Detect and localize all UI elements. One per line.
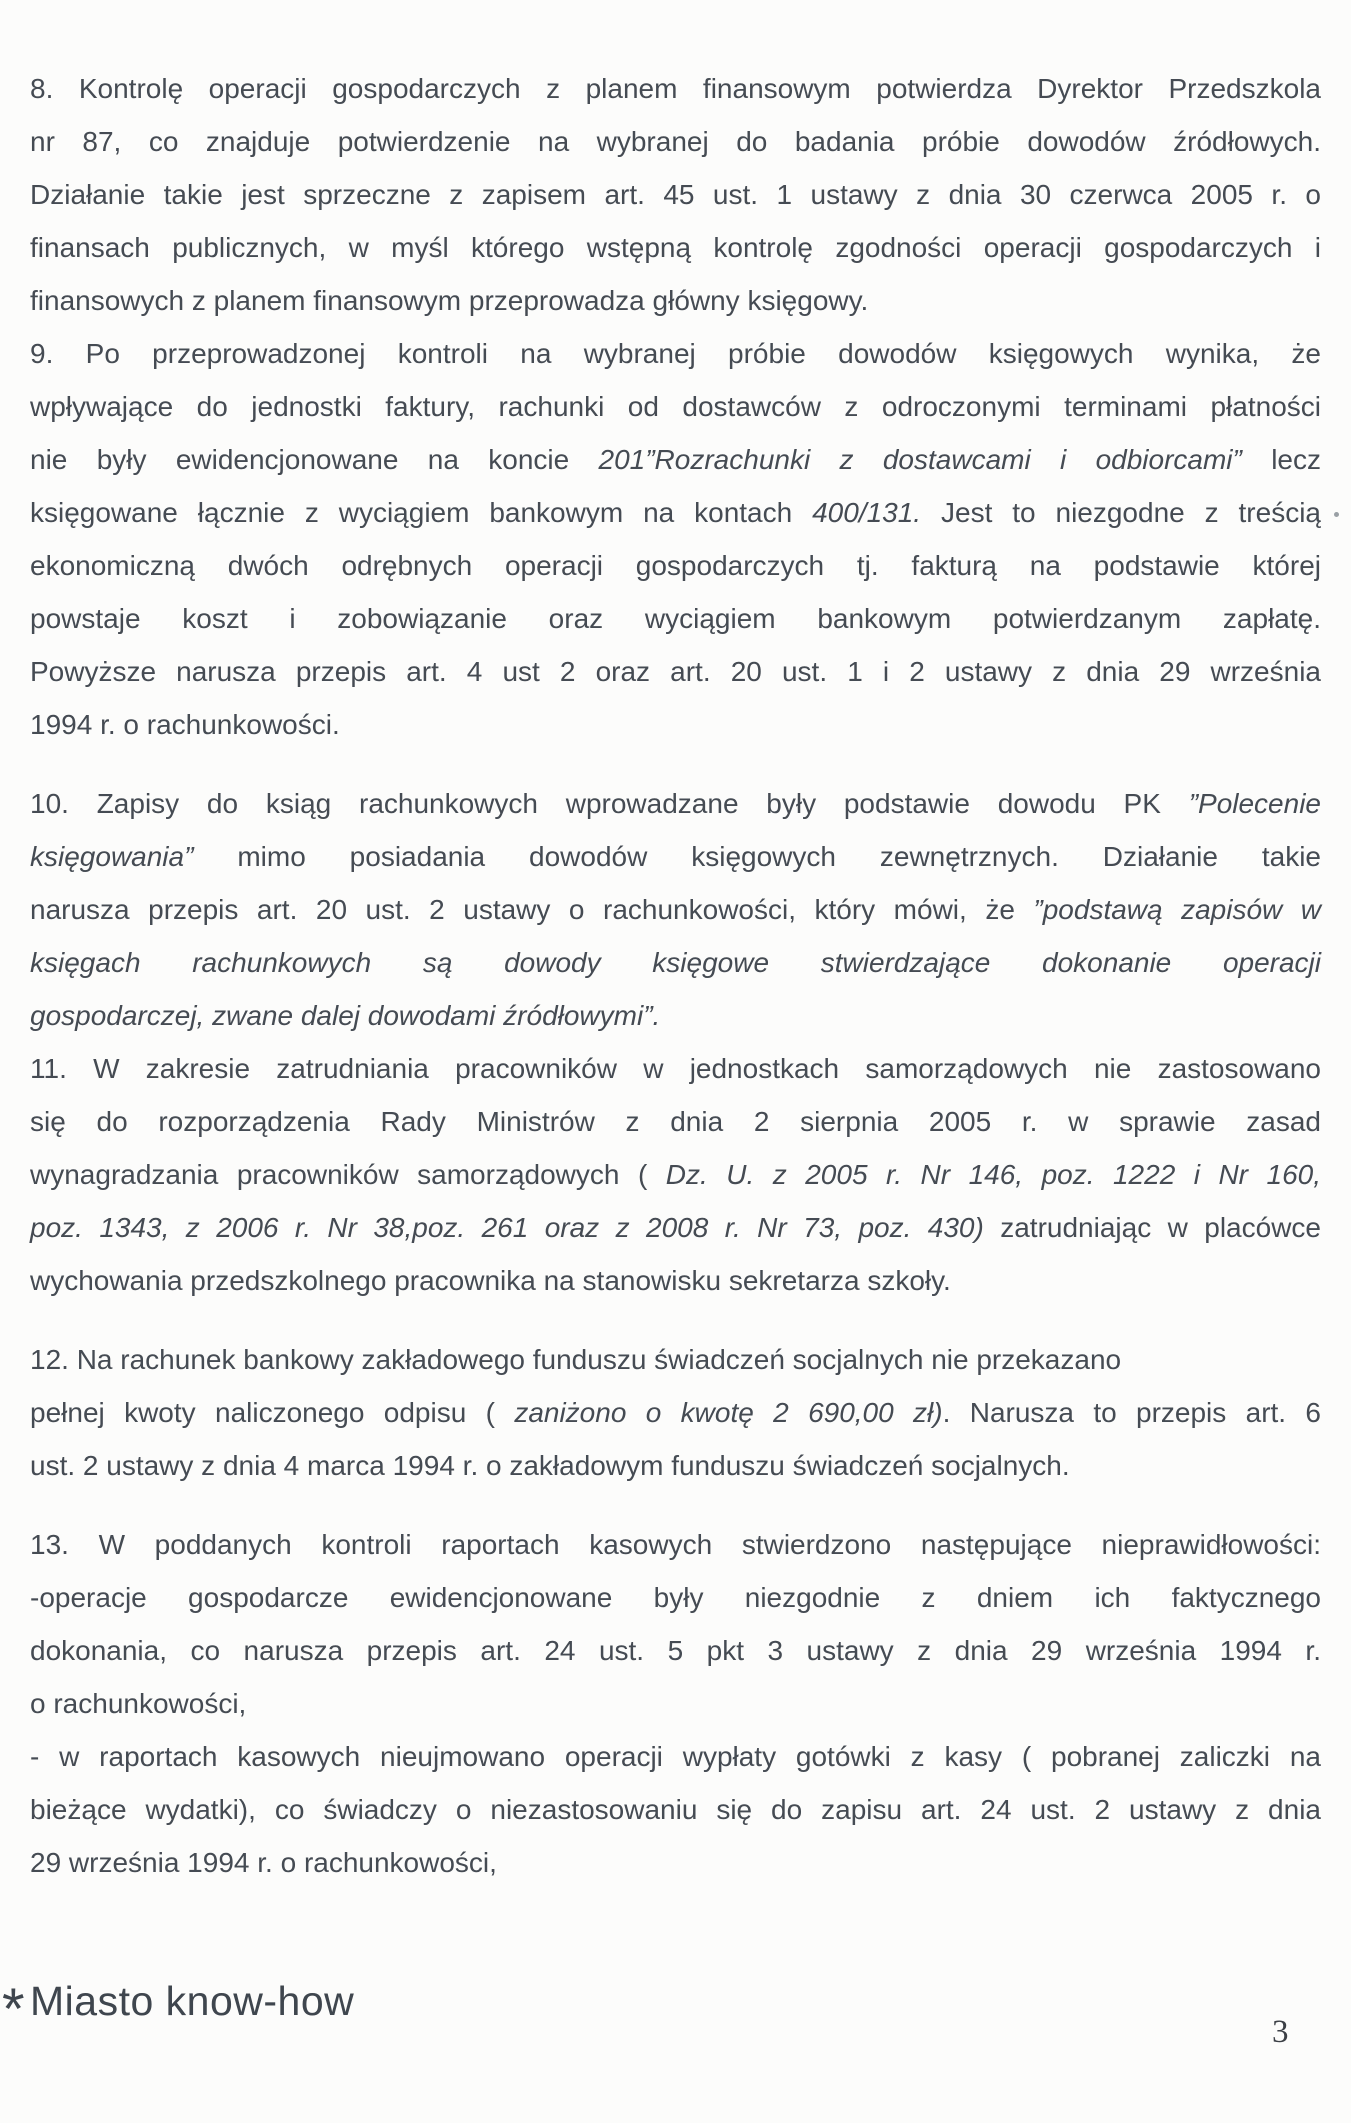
text-line [30,1571,1321,1624]
text-segment: . Narusza to przepis art. 6 [942,1397,1322,1428]
text-line [30,1254,1321,1307]
text-segment: wychowania przedszkolnego pracownika na stanowisku sekretarza szkoły. [30,1265,951,1296]
text-segment: Działanie takie jest sprzeczne z zapisem art. 45 ust. 1 ustawy z dnia 30 czerwca 2005 r. o [30,179,1321,210]
text-line [30,883,1321,936]
text-segment: pełnej kwoty naliczonego odpisu ( [30,1397,515,1428]
text-segment: 8. Kontrolę operacji gospodarczych z planem finansowym potwierdza Dyrektor Przedszkola [30,73,1321,104]
text-line [30,380,1321,433]
text-segment: nie były ewidencjonowane na koncie [30,444,599,475]
text-line [30,830,1321,883]
text-segment-italic: księgach rachunkowych są dowody księgowe stwierdzające dokonanie operacji [30,947,1321,978]
text-segment: Powyższe narusza przepis art. 4 ust 2 oraz art. 20 ust. 1 i 2 ustawy z dnia 29 września [30,656,1321,687]
text-segment: narusza przepis art. 20 ust. 2 ustawy o rachunkowości, który mówi, że [30,894,1034,925]
text-line [30,1439,1321,1492]
text-line [30,1148,1321,1201]
text-line [30,433,1321,486]
text-line [30,989,1321,1042]
text-segment-italic: 201”Rozrachunki z dostawcami i odbiorcami” [598,444,1242,475]
text-segment: finansach publicznych, w myśl którego wstępną kontrolę zgodności operacji gospodarczych i [30,232,1321,263]
text-line [30,1730,1321,1783]
text-segment: ekonomiczną dwóch odrębnych operacji gospodarczych tj. fakturą na podstawie której [30,550,1321,581]
text-line [30,1518,1321,1571]
text-segment: wynagradzania pracowników samorządowych ( [30,1159,666,1190]
text-line [30,539,1321,592]
text-line [30,221,1321,274]
brand-name: Miasto know-how [30,1978,355,2024]
text-segment: - w raportach kasowych nieujmowano operacji wypłaty gotówki z kasy ( pobranej zaliczki na [30,1741,1321,1772]
asterisk-mark: * [2,1977,26,2042]
text-segment: wpływające do jednostki faktury, rachunki od dostawców z odroczonymi terminami płatności [30,391,1321,422]
text-segment-italic: księgowania” [30,841,194,872]
text-line [30,645,1321,698]
text-line [30,274,1321,327]
text-segment: 13. W poddanych kontroli raportach kasowych stwierdzono następujące nieprawidłowości: [30,1529,1321,1560]
text-line [30,1386,1321,1439]
text-segment: finansowych z planem finansowym przeprowadza główny księgowy. [30,285,869,316]
text-line [30,1042,1321,1095]
text-line [30,698,1321,751]
text-segment: -operacje gospodarcze ewidencjonowane były niezgodnie z dniem ich faktycznego [30,1582,1321,1613]
text-line [30,1677,1321,1730]
text-line [30,168,1321,221]
text-segment-italic: zaniżono o kwotę 2 690,00 zł) [514,1397,943,1428]
text-segment: 29 września 1994 r. o rachunkowości, [30,1847,497,1878]
text-segment-italic: gospodarczej, zwane dalej dowodami źródłowymi”. [30,1000,661,1031]
text-segment: 12. Na rachunek bankowy zakładowego funduszu świadczeń socjalnych nie przekazano [30,1344,1122,1375]
text-segment-italic: 400/131. [812,497,922,528]
text-segment: 10. Zapisy do ksiąg rachunkowych wprowadzane były podstawie dowodu PK [30,788,1189,819]
text-segment: 11. W zakresie zatrudniania pracowników w jednostkach samorządowych nie zastosowano [30,1053,1321,1084]
page-number: 3 [1272,2014,1289,2050]
text-line [30,62,1321,115]
text-line [30,1095,1321,1148]
brand-logo [2,1976,354,2043]
text-segment: bieżące wydatki), co świadczy o niezastosowaniu się do zapisu art. 24 ust. 2 ustawy z dnia [30,1794,1321,1825]
text-segment: 1994 r. o rachunkowości. [30,709,340,740]
text-line [30,1333,1321,1386]
text-segment: mimo posiadania dowodów księgowych zewnętrznych. Działanie takie [193,841,1321,872]
text-line [30,592,1321,645]
scan-artifact-dot [1334,512,1339,517]
text-line [30,115,1321,168]
text-segment: dokonania, co narusza przepis art. 24 ust. 5 pkt 3 ustawy z dnia 29 września 1994 r. [30,1635,1321,1666]
text-line [30,1624,1321,1677]
text-segment-italic: Dz. U. z 2005 r. Nr 146, poz. 1222 i Nr 160, [665,1159,1321,1190]
text-segment: lecz [1241,444,1321,475]
text-segment: o rachunkowości, [30,1688,247,1719]
text-line [30,936,1321,989]
text-segment: ust. 2 ustawy z dnia 4 marca 1994 r. o zakładowym funduszu świadczeń socjalnych. [30,1450,1070,1481]
text-segment: się do rozporządzenia Rady Ministrów z dnia 2 sierpnia 2005 r. w sprawie zasad [30,1106,1321,1137]
text-segment: nr 87, co znajduje potwierdzenie na wybranej do badania próbie dowodów źródłowych. [30,126,1321,157]
text-segment: 9. Po przeprowadzonej kontroli na wybranej próbie dowodów księgowych wynika, że [30,338,1321,369]
text-line [30,1201,1321,1254]
text-segment-italic: ”Polecenie [1188,788,1321,819]
text-segment-italic: poz. 1343, z 2006 r. Nr 38,poz. 261 oraz z 2008 r. Nr 73, poz. 430) [30,1212,984,1243]
text-line [30,1836,1321,1889]
text-segment: księgowane łącznie z wyciągiem bankowym na kontach [30,497,813,528]
text-line [30,1783,1321,1836]
text-segment: powstaje koszt i zobowiązanie oraz wyciągiem bankowym potwierdzanym zapłatę. [30,603,1321,634]
document-text [30,62,1321,1889]
text-segment: zatrudniając w placówce [983,1212,1321,1243]
text-segment: Jest to niezgodne z treścią [921,497,1321,528]
text-segment-italic: ”podstawą zapisów w [1033,894,1321,925]
text-line [30,327,1321,380]
text-line [30,486,1321,539]
text-line [30,777,1321,830]
